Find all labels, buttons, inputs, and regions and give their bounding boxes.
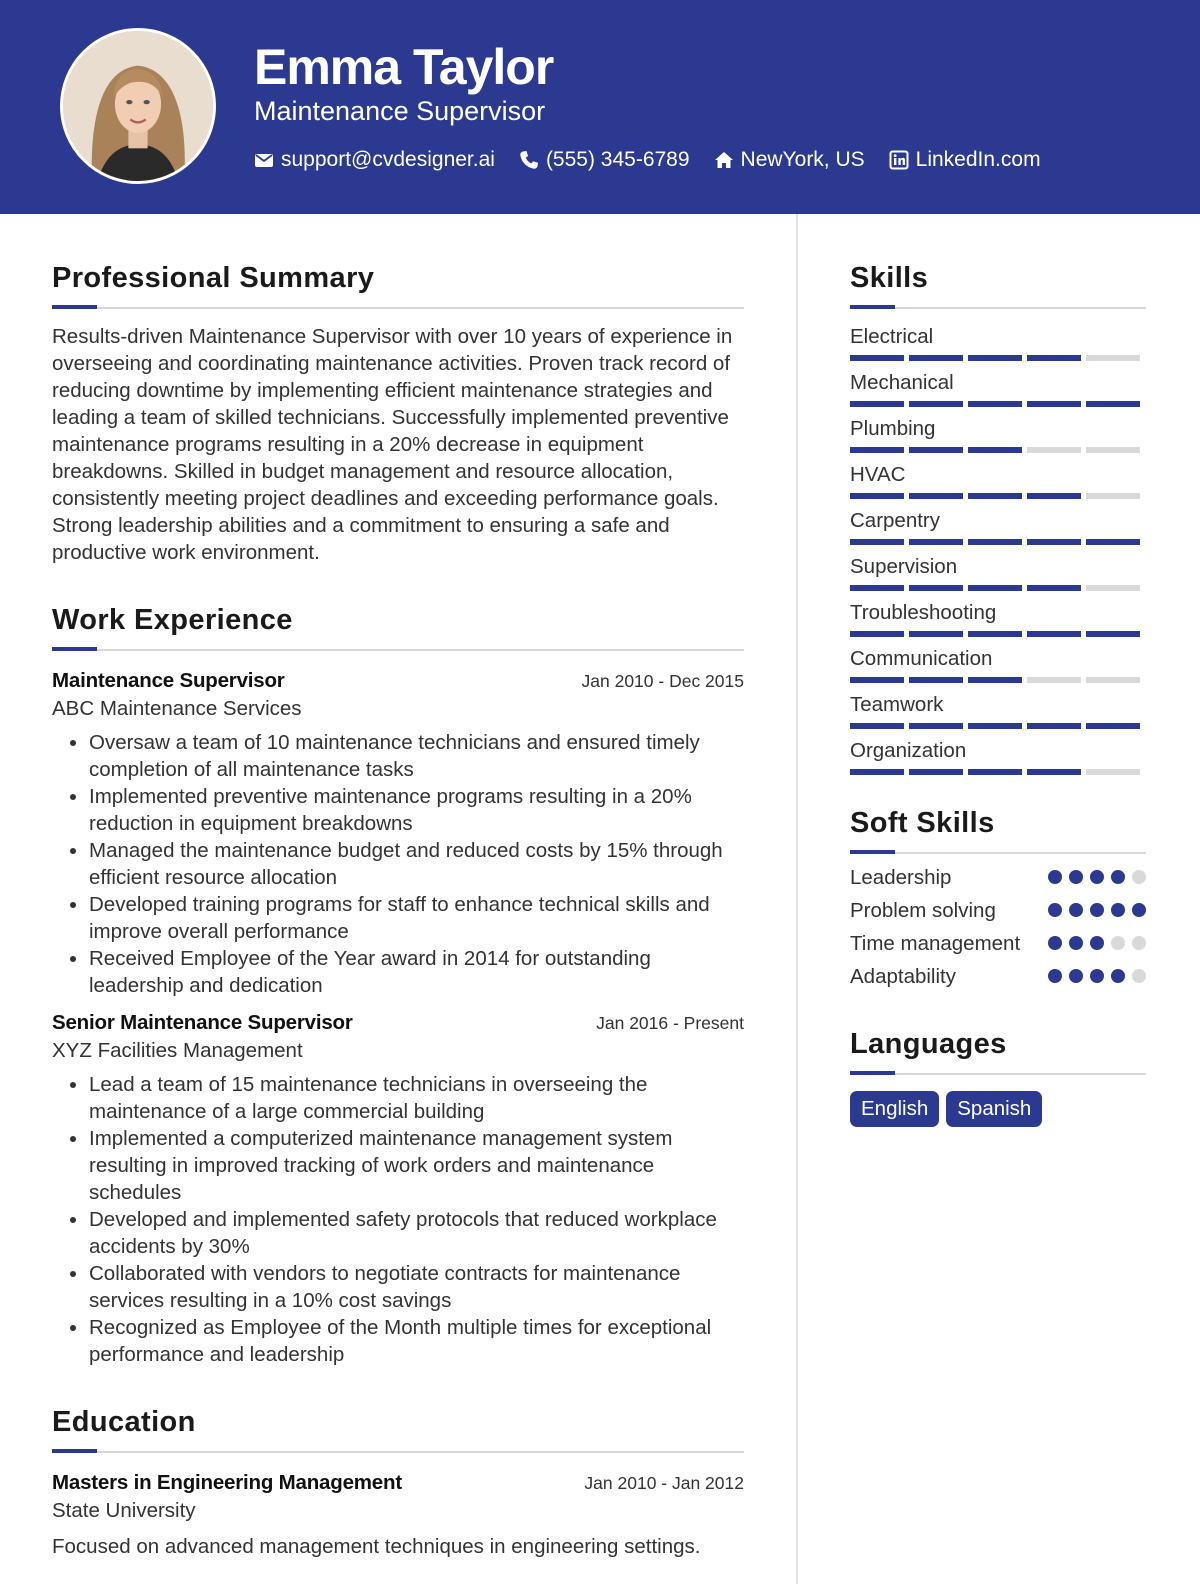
rating-dot [1132, 870, 1146, 884]
job-dates: Jan 2016 - Present [596, 1013, 744, 1033]
job-bullets [52, 1071, 744, 1368]
skill-level-bar [850, 539, 1146, 545]
skill-level-segment [850, 401, 904, 407]
skill-level-segment [968, 447, 1022, 453]
education-dates: Jan 2010 - Jan 2012 [584, 1473, 744, 1493]
experience-section [52, 604, 744, 1368]
job-title: Senior Maintenance Supervisor [52, 1011, 353, 1034]
skill-level-segment [850, 585, 904, 591]
skill-item [850, 323, 1146, 361]
skill-level-segment [909, 631, 963, 637]
rating-dot [1111, 903, 1125, 917]
skill-level-segment [968, 631, 1022, 637]
job-bullet: • Received Employee of the Year award in 2014 for outstanding leadership and dedication [89, 945, 744, 999]
soft-skill-name: Adaptability [850, 965, 956, 988]
header-banner [0, 0, 1200, 214]
rating-dot [1111, 870, 1125, 884]
skill-level-segment [850, 355, 904, 361]
skill-level-segment [909, 401, 963, 407]
skill-level-segment [1086, 401, 1140, 407]
skill-level-segment [968, 677, 1022, 683]
soft-skill-rating [1041, 870, 1146, 884]
language-badge: Spanish [946, 1091, 1042, 1127]
phone-icon [519, 150, 539, 170]
skill-name: HVAC [850, 463, 906, 486]
summary-text: Results-driven Maintenance Supervisor with over 10 years of experience in overseeing and coordinating maintenance activities. Proven track record of reducing downtime by implementing efficient maintenance strategies and leading a team of skilled technicians. Successfully implemented preventive maintenance programs resulting in a 20% decrease in equipment breakdowns. Skilled in budget management and resource allocation, consistently meeting project deadlines and exceeding performance goals. Strong leadership abilities and a commitment to ensuring a safe and productive work environment. [52, 325, 733, 564]
job-entry [52, 1011, 744, 1368]
skill-level-segment [1027, 631, 1081, 637]
languages-heading: Languages [850, 1028, 1007, 1060]
skill-level-segment [1086, 631, 1140, 637]
soft-skill-rating [1041, 936, 1146, 950]
skill-level-segment [850, 539, 904, 545]
skill-level-bar [850, 677, 1146, 683]
skill-level-segment [1027, 401, 1081, 407]
skill-level-segment [1086, 447, 1140, 453]
skill-level-bar [850, 723, 1146, 729]
skill-level-segment [850, 769, 904, 775]
section-rule [52, 649, 744, 651]
job-bullet: • Collaborated with vendors to negotiate contracts for maintenance services resulting in a 10% cost savings [89, 1260, 744, 1314]
job-bullet: • Developed and implemented safety protocols that reduced workplace accidents by 30% [89, 1206, 744, 1260]
job-head [52, 1011, 744, 1035]
skill-level-segment [968, 585, 1022, 591]
education-head [52, 1471, 744, 1495]
school-name: State University [52, 1499, 196, 1522]
soft-skill-item [850, 897, 1146, 924]
contact-email[interactable] [254, 148, 495, 172]
skill-level-segment [1086, 769, 1140, 775]
contact-location [714, 148, 865, 172]
skill-name: Troubleshooting [850, 601, 997, 624]
rating-dot [1090, 870, 1104, 884]
soft-skill-name: Leadership [850, 866, 952, 889]
skills-heading: Skills [850, 262, 929, 294]
skill-name: Electrical [850, 325, 934, 348]
job-bullet: • Lead a team of 15 maintenance technicians in overseeing the maintenance of a large commercial building [89, 1071, 744, 1125]
skill-level-segment [850, 723, 904, 729]
contact-phone-text: (555) 345-6789 [545, 148, 690, 171]
skill-level-segment [909, 585, 963, 591]
rating-dot [1069, 870, 1083, 884]
education-heading: Education [52, 1406, 196, 1438]
skill-level-segment [1027, 677, 1081, 683]
skill-level-segment [1086, 493, 1140, 499]
job-bullets [52, 729, 744, 999]
rating-dot [1132, 903, 1146, 917]
candidate-title: Maintenance Supervisor [254, 96, 546, 126]
skill-level-segment [1027, 723, 1081, 729]
contact-email-text: support@cvdesigner.ai [281, 148, 495, 171]
skills-section [850, 262, 1146, 775]
rating-dot [1090, 903, 1104, 917]
skill-level-bar [850, 401, 1146, 407]
contact-phone[interactable] [519, 148, 690, 172]
job-list [52, 669, 744, 1368]
candidate-name: Emma Taylor [254, 39, 554, 95]
contact-linkedin-text: LinkedIn.com [915, 148, 1041, 171]
rating-dot [1090, 936, 1104, 950]
job-bullet: • Oversaw a team of 10 maintenance technicians and ensured timely completion of all maintenance tasks [89, 729, 744, 783]
skill-item [850, 737, 1146, 775]
section-rule [850, 1073, 1146, 1075]
language-list [850, 1091, 1146, 1127]
section-rule [850, 307, 1146, 309]
skill-list [850, 323, 1146, 775]
skill-item [850, 599, 1146, 637]
skill-level-bar [850, 769, 1146, 775]
soft-skill-rating [1041, 969, 1146, 983]
skill-name: Communication [850, 647, 993, 670]
job-bullet: • Implemented preventive maintenance programs resulting in a 20% reduction in equipment breakdowns [89, 783, 744, 837]
skill-level-segment [968, 723, 1022, 729]
rating-dot [1111, 936, 1125, 950]
skill-name: Teamwork [850, 693, 944, 716]
job-head [52, 669, 744, 693]
job-bullet: • Developed training programs for staff to enhance technical skills and improve overall performance [89, 891, 744, 945]
section-rule [52, 1451, 744, 1453]
skill-level-segment [1027, 493, 1081, 499]
skill-level-segment [1027, 769, 1081, 775]
job-bullet: • Implemented a computerized maintenance management system resulting in improved tracking of work orders and maintenance schedules [89, 1125, 744, 1206]
main-column [52, 262, 744, 1560]
job-title: Maintenance Supervisor [52, 669, 285, 692]
skill-level-segment [1086, 723, 1140, 729]
skill-level-segment [968, 493, 1022, 499]
profile-photo [60, 28, 216, 184]
skill-level-segment [1027, 355, 1081, 361]
soft-skill-item [850, 930, 1146, 957]
skill-level-segment [968, 539, 1022, 545]
skill-level-segment [909, 677, 963, 683]
envelope-icon [254, 150, 274, 170]
skill-level-segment [1086, 677, 1140, 683]
education-section [52, 1406, 744, 1560]
contact-location-text: NewYork, US [740, 148, 865, 171]
skill-item [850, 553, 1146, 591]
skill-level-segment [1027, 447, 1081, 453]
soft-skills-section [850, 807, 1146, 990]
rating-dot [1048, 903, 1062, 917]
rating-dot [1069, 969, 1083, 983]
job-entry [52, 669, 744, 999]
rating-dot [1069, 936, 1083, 950]
rating-dot [1048, 969, 1062, 983]
rating-dot [1048, 870, 1062, 884]
skill-level-segment [909, 539, 963, 545]
skill-level-segment [1086, 539, 1140, 545]
skill-item [850, 507, 1146, 545]
rating-dot [1048, 936, 1062, 950]
skill-level-bar [850, 631, 1146, 637]
skill-name: Organization [850, 739, 967, 762]
section-rule [850, 852, 1146, 854]
skill-item [850, 645, 1146, 683]
skill-level-segment [1027, 585, 1081, 591]
linkedin-icon [889, 150, 909, 170]
contact-row [254, 148, 1065, 172]
language-badge: English [850, 1091, 939, 1127]
skill-level-segment [850, 631, 904, 637]
skill-name: Plumbing [850, 417, 936, 440]
skill-level-segment [1086, 355, 1140, 361]
soft-skill-name: Time management [850, 932, 1021, 955]
skill-item [850, 415, 1146, 453]
skill-level-segment [968, 355, 1022, 361]
skill-level-bar [850, 585, 1146, 591]
skill-level-segment [850, 493, 904, 499]
job-dates: Jan 2010 - Dec 2015 [581, 671, 744, 691]
rating-dot [1069, 903, 1083, 917]
skill-level-segment [850, 447, 904, 453]
job-bullet: • Recognized as Employee of the Month multiple times for exceptional performance and leadership [89, 1314, 744, 1368]
education-description: Focused on advanced management techniques in engineering settings. [52, 1535, 701, 1558]
skill-name: Supervision [850, 555, 958, 578]
rating-dot [1090, 969, 1104, 983]
rating-dot [1132, 936, 1146, 950]
skill-level-segment [909, 447, 963, 453]
skill-item [850, 691, 1146, 729]
skill-level-segment [1086, 585, 1140, 591]
job-company: XYZ Facilities Management [52, 1039, 303, 1062]
soft-skill-rating [1041, 903, 1146, 917]
summary-section [52, 262, 744, 566]
soft-skill-item [850, 963, 1146, 990]
skill-level-segment [850, 677, 904, 683]
skill-item [850, 369, 1146, 407]
section-rule [52, 307, 744, 309]
soft-skill-list [850, 864, 1146, 990]
soft-skill-item [850, 864, 1146, 891]
skill-level-segment [909, 723, 963, 729]
education-entry [52, 1471, 744, 1560]
sidebar-column [850, 262, 1146, 1127]
job-bullet: • Managed the maintenance budget and reduced costs by 15% through efficient resource allocation [89, 837, 744, 891]
skill-level-bar [850, 493, 1146, 499]
skill-name: Mechanical [850, 371, 954, 394]
skill-level-segment [909, 493, 963, 499]
profile-portrait-image [63, 31, 213, 181]
skill-level-segment [909, 355, 963, 361]
soft-skill-name: Problem solving [850, 899, 996, 922]
rating-dot [1132, 969, 1146, 983]
summary-heading: Professional Summary [52, 262, 375, 294]
skill-level-segment [968, 401, 1022, 407]
job-company: ABC Maintenance Services [52, 697, 302, 720]
skill-level-segment [968, 769, 1022, 775]
home-icon [714, 150, 734, 170]
languages-section [850, 1028, 1146, 1127]
skill-item [850, 461, 1146, 499]
skill-name: Carpentry [850, 509, 941, 532]
soft-skills-heading: Soft Skills [850, 807, 995, 839]
skill-level-bar [850, 355, 1146, 361]
rating-dot [1111, 969, 1125, 983]
skill-level-segment [1027, 539, 1081, 545]
column-divider [796, 214, 798, 1584]
skill-level-bar [850, 447, 1146, 453]
experience-heading: Work Experience [52, 604, 293, 636]
contact-linkedin[interactable] [889, 148, 1041, 172]
skill-level-segment [909, 769, 963, 775]
degree-title: Masters in Engineering Management [52, 1471, 402, 1494]
